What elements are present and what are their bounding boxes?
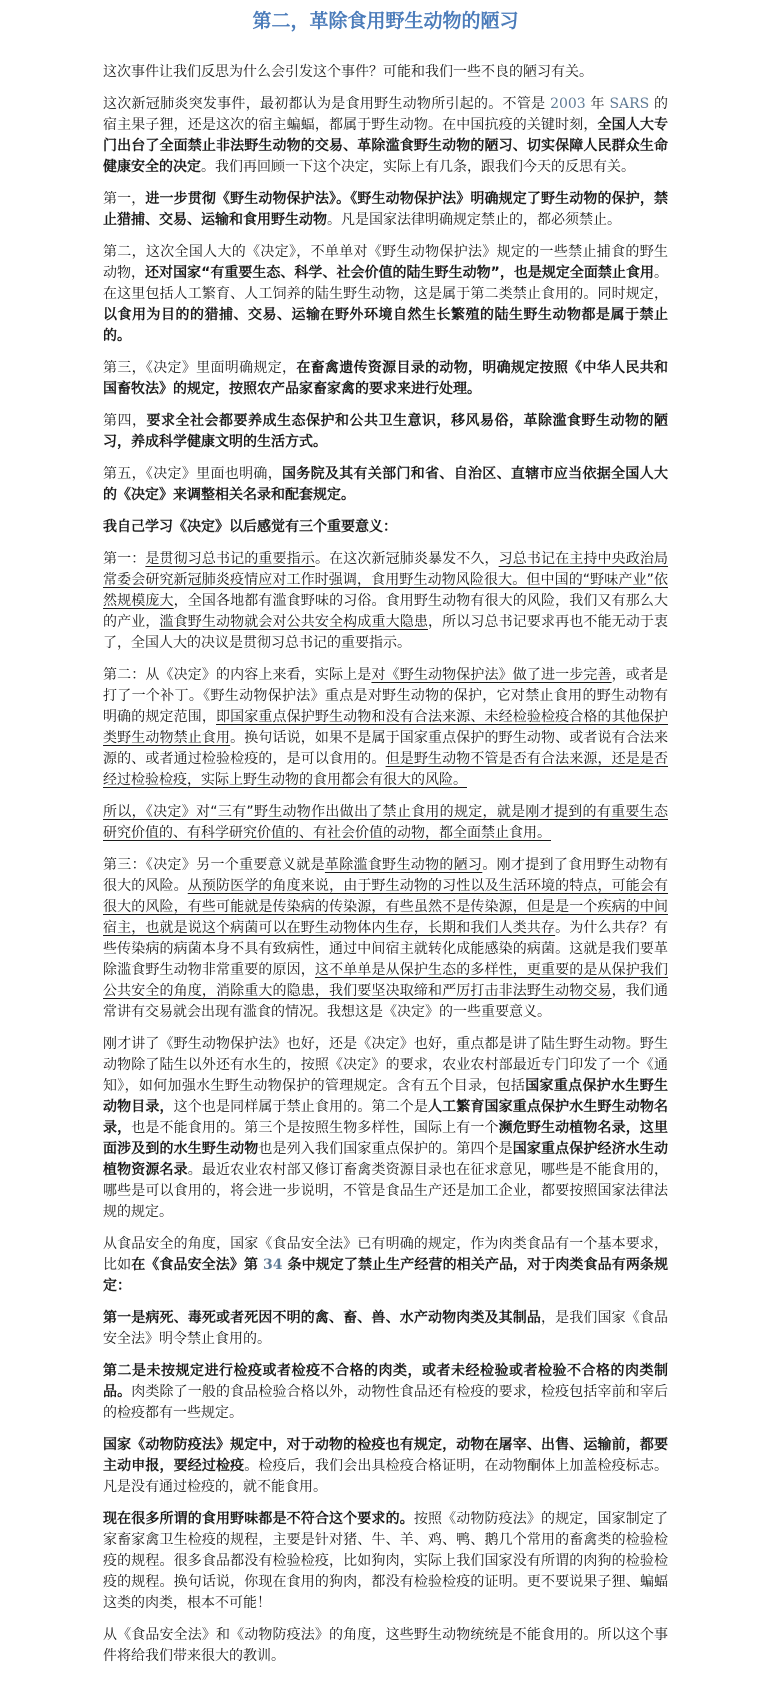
text-run: 第三，《决定》里面明确规定，	[103, 359, 297, 376]
document-body	[103, 62, 668, 1667]
text-run: 以食用为目的的猎捕、交易、运输在野外环境自然生长繁殖的陆生野生动物都是属于禁止的。	[103, 306, 668, 344]
text-run: 刚才讲了《野生动物保护法》也好，还是《决定》也好，重点都是讲了陆生野生动物。野生动物除了陆生以外还有水生的，按照《决定》的要求，农业农村部最近专门印发了一个《通知》，如何加强水生野生动物保护的管理规定。含有五个目录，包括	[103, 1035, 668, 1094]
text-run: ，所以习总书记要求再也不能无动于衷了，全国人大的决议是贯彻习总书记的重要指示。	[103, 613, 669, 651]
text-run: 从食品安全的角度，国家《食品安全法》已有明确的规定，作为肉类食品有一个基本要求，比如	[103, 1235, 668, 1273]
text-run: 第一：	[103, 550, 146, 567]
text-run: SARS	[609, 95, 650, 112]
text-run: 。我们再回顾一下这个决定，实际上有几条，跟我们今天的反思有关。	[201, 158, 635, 175]
text-run: 要求全社会都要养成生态保护和公共卫生意识，移风易俗，革除滥食野生动物的陋习，养成科学健康文明的生活方式。	[103, 412, 668, 450]
text-run: 在《食品安全法》第	[131, 1256, 264, 1273]
paragraph	[103, 242, 668, 347]
text-run: 从《食品安全法》和《动物防疫法》的角度，这些野生动物统统是不能食用的。所以这个事件将给我们带来很大的教训。	[103, 1626, 668, 1664]
paragraph	[103, 1435, 668, 1498]
paragraph	[103, 665, 668, 791]
text-run: 条中规定了禁止生产经营的相关产品，对于肉类食品有两条规定：	[103, 1256, 669, 1294]
paragraph	[103, 802, 668, 844]
text-run: ，是我们国家《食品安全法》明令禁止食用的。	[103, 1309, 669, 1347]
text-run: 。为什么共存？有些传染病的病菌本身不具有致病性，通过中间宿主就转化成能感染的病菌。这就是我们要革除滥食野生动物非常重要的原因，	[103, 919, 669, 978]
paragraph	[103, 1361, 668, 1424]
text-run: 第一是病死、毒死或者死因不明的禽、畜、兽、水产动物肉类及其制品	[103, 1309, 541, 1326]
text-run: 国家重点保护水生野生动物目录，	[103, 1077, 669, 1115]
text-run: ，全国各地都有滥食野味的习俗。食用野生动物有很大的风险，我们又有那么大的产业，	[103, 592, 669, 630]
paragraph	[103, 1509, 668, 1614]
text-run: 这个也是同样属于禁止食用的。第二个是	[173, 1098, 428, 1115]
text-run: 习总书记在主持中央政治局常委会研究新冠肺炎疫情应对工作时强调，食用野生动物风险很大。但中国的“野味产业”依然规模庞大	[103, 550, 669, 609]
text-run: 第四，	[103, 412, 147, 429]
text-run: 34	[263, 1256, 283, 1273]
text-run: 也是列入我们国家重点保护的。第四个是	[258, 1140, 513, 1157]
text-run: 。在这次新冠肺炎暴发不久，	[314, 550, 499, 567]
paragraph	[103, 358, 668, 400]
text-run: 国家重点保护经济水生动植物资源名录	[103, 1140, 669, 1178]
text-run: 即国家重点保护野生动物和没有合法来源、未经检验检疫合格的其他保护类野生动物禁止食用	[103, 708, 669, 746]
text-run: 我自己学习《决定》以后感觉有三个重要意义：	[103, 518, 397, 535]
text-run: 。最近农业农村部又修订畜禽类资源目录也在征求意见，哪些是不能食用的，哪些是可以食用的，将会进一步说明，不管是食品生产还是加工企业，都要按照国家法律法规的规定。	[103, 1161, 669, 1220]
paragraph	[103, 411, 668, 453]
text-run: 。检疫后，我们会出具检疫合格证明，在动物酮体上加盖检疫标志。凡是没有通过检疫的，就不能食用。	[103, 1457, 669, 1495]
paragraph	[103, 1308, 668, 1350]
paragraph	[103, 464, 668, 506]
paragraph	[103, 549, 668, 654]
paragraph	[103, 94, 668, 178]
paragraph	[103, 517, 668, 538]
text-run: 人工繁育国家重点保护水生野生动物名录，	[103, 1098, 669, 1136]
text-run: 但是野生动物不管是否有合法来源，还是是否经过检验检疫，实际上野生动物的食用都会有很大的风险。	[103, 750, 669, 788]
text-run: 第五，《决定》里面也明确，	[103, 465, 282, 482]
text-run: 对《野生动物保护法》做了进一步完善	[371, 666, 612, 683]
text-run: ，我们通常讲有交易就会出现有滥食的情况。我想这是《决定》的一些重要意义。	[103, 982, 669, 1020]
text-run: 年	[585, 95, 610, 112]
text-run: 第一，	[103, 190, 146, 207]
text-run: 还对国家“有重要生态、科学、社会价值的陆生野生动物”，也是规定全面禁止食用	[145, 264, 654, 281]
paragraph	[103, 1625, 668, 1667]
text-run: 2003	[550, 95, 586, 112]
text-run: 这次新冠肺炎突发事件，最初都认为是食用野生动物所引起的。不管是	[103, 95, 551, 112]
text-run: 。在这里包括人工繁育、人工饲养的陆生野生动物，这是属于第二类禁止食用的。同时规定，	[103, 264, 668, 302]
text-run: 第二是未按规定进行检疫或者检疫不合格的肉类，或者未经检验或者检验不合格的肉类制品。	[103, 1362, 668, 1400]
page-title: 第二，革除食用野生动物的陋习	[252, 10, 519, 32]
text-run: 肉类除了一般的食品检验合格以外，动物性食品还有检疫的要求，检疫包括宰前和宰后的检疫都有一些规定。	[103, 1383, 669, 1421]
text-run: 国务院及其有关部门和省、自治区、直辖市应当依据全国人大的《决定》来调整相关名录和配套规定。	[103, 465, 668, 503]
text-run: 。换句话说，如果不是属于国家重点保护的野生动物、或者说有合法来源的、或者通过检验检疫的，是可以食用的。	[103, 729, 669, 767]
text-run: 是贯彻习总书记的重要指示	[145, 550, 315, 567]
text-run: 现在很多所谓的食用野味都是不符合这个要求的。	[103, 1510, 414, 1527]
paragraph	[103, 62, 668, 83]
text-run: 从预防医学的角度来说，由于野生动物的习性以及生活环境的特点，可能会有很大的风险，有些可能就是传染病的传染源，有些虽然不是传染源，但是是一个疾病的中间宿主，也就是说这个病菌可以在野生动物体内生存，长期和我们人类共存	[103, 877, 669, 936]
paragraph	[103, 855, 668, 1023]
text-run: 滥食野生动物就会对公共安全构成重大隐患	[159, 613, 428, 630]
text-run: 的宿主果子狸，还是这次的宿主蝙蝠，都属于野生动物。在中国抗疫的关键时刻，	[103, 95, 669, 133]
paragraph	[103, 1234, 668, 1297]
paragraph	[103, 1034, 668, 1223]
text-run: 第二：从《决定》的内容上来看，实际上是	[103, 666, 372, 683]
text-run: 。凡是国家法律明确规定禁止的，都必须禁止。	[327, 211, 621, 228]
text-run: 濒危野生动植物名录，这里面涉及到的水生野生动物	[103, 1119, 669, 1157]
text-run: 按照《动物防疫法》的规定，国家制定了家畜家禽卫生检疫的规程，主要是针对猪、牛、羊、鸡、鸭、鹅几个常用的畜禽类的检验检疫的规程。很多食品都没有检验检疫，比如狗肉，实际上我们国家没有所谓的肉狗的检验检疫的规程。换句话说，你现在食用的狗肉，都没有检验检疫的证明。更不要说果子狸、蝙蝠这类的肉类，根本不可能！	[103, 1510, 669, 1611]
text-run: 第三：《决定》另一个重要意义就是	[103, 856, 325, 873]
text-run: 国家《动物防疫法》规定中，对于动物的检疫也有规定，动物在屠宰、出售、运输前，都要主动申报，要经过检疫	[103, 1436, 668, 1474]
text-run: 所以，《决定》对“三有”野生动物作出做出了禁止食用的规定，就是刚才提到的有重要生态研究价值的、有科学研究价值的、有社会价值的动物，都全面禁止食用。	[103, 803, 668, 841]
text-run: 第二，这次全国人大的《决定》，不单单对《野生动物保护法》规定的一些禁止捕食的野生动物，	[103, 243, 668, 281]
text-run: 这次事件让我们反思为什么会引发这个事件？可能和我们一些不良的陋习有关。	[103, 63, 593, 80]
text-run: 在畜禽遗传资源目录的动物，明确规定按照《中华人民共和国畜牧法》的规定，按照农产品家畜家禽的要求来进行处理。	[103, 359, 669, 397]
text-run: 这不单单是从保护生态的多样性，更重要的是从保护我们公共安全的角度，消除重大的隐患，我们要坚决取缔和严厉打击非法野生动物交易	[103, 961, 669, 999]
text-run: 。刚才提到了食用野生动物有很大的风险。	[103, 856, 669, 894]
text-run: 革除滥食野生动物的陋习	[324, 856, 483, 873]
text-run: 进一步贯彻《野生动物保护法》。《野生动物保护法》明确规定了野生动物的保护，禁止猎捕、交易、运输和食用野生动物	[103, 190, 668, 228]
paragraph	[103, 189, 668, 231]
text-run: 全国人大专门出台了全面禁止非法野生动物的交易、革除滥食野生动物的陋习、切实保障人民群众生命健康安全的决定	[103, 116, 669, 175]
text-run: ，或者是打了一个补丁。《野生动物保护法》重点是对野生动物的保护，它对禁止食用的野生动物有明确的规定范围，	[103, 666, 669, 725]
text-run: 也是不能食用的。第三个是按照生物多样性，国际上有一个	[131, 1119, 499, 1136]
